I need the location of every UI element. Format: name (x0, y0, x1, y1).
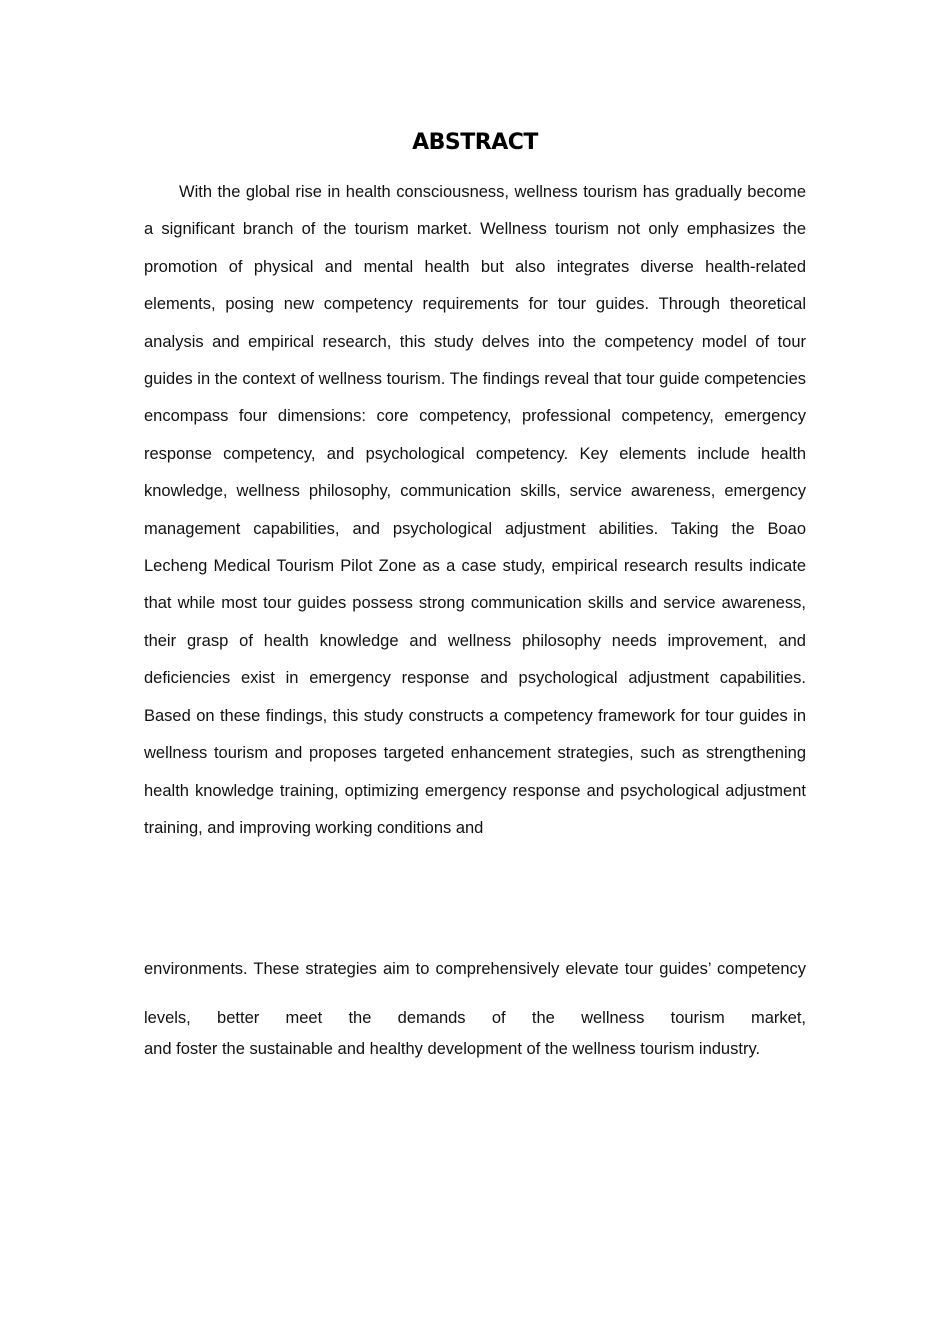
abstract-paragraph-part-3: and foster the sustainable and healthy development of the wellness tourism industry. (144, 1040, 761, 1058)
abstract-paragraph-part-1: With the global rise in health consciousness, wellness tourism has gradually become a significant branch of the tourism market. Wellness tourism not only emphasizes the promotion of physical and mental health but also integrates diverse health-related elements, posing new competency requirements for tour guides. Through theoretical analysis and empirical research, this study delves into the competency model of tour guides in the context of wellness tourism. The findings reveal that tour guide competencies encompass four dimensions: core competency, professional competency, emergency response competency, and psychological competency. Key elements include health knowledge, wellness philosophy, communication skills, service awareness, emergency management capabilities, and psychological adjustment abilities. Taking the Boao Lecheng Medical Tourism Pilot Zone as a case study, empirical research results indicate that while most tour guides possess strong communication skills and service awareness, their grasp of health knowledge and wellness philosophy needs improvement, and deficiencies exist in emergency response and psychological adjustment capabilities. Based on these findings, this study constructs a competency framework for tour guides in wellness tourism and proposes targeted enhancement strategies, such as strengthening health knowledge training, optimizing emergency response and psychological adjustment training, and improving working conditions and (144, 183, 806, 837)
abstract-heading: ABSTRACT (412, 130, 538, 155)
abstract-paragraph-part-2: environments. These strategies aim to comprehensively elevate tour guides’ competency levels, better meet the demands of the wellness tourism market, (144, 960, 806, 1027)
